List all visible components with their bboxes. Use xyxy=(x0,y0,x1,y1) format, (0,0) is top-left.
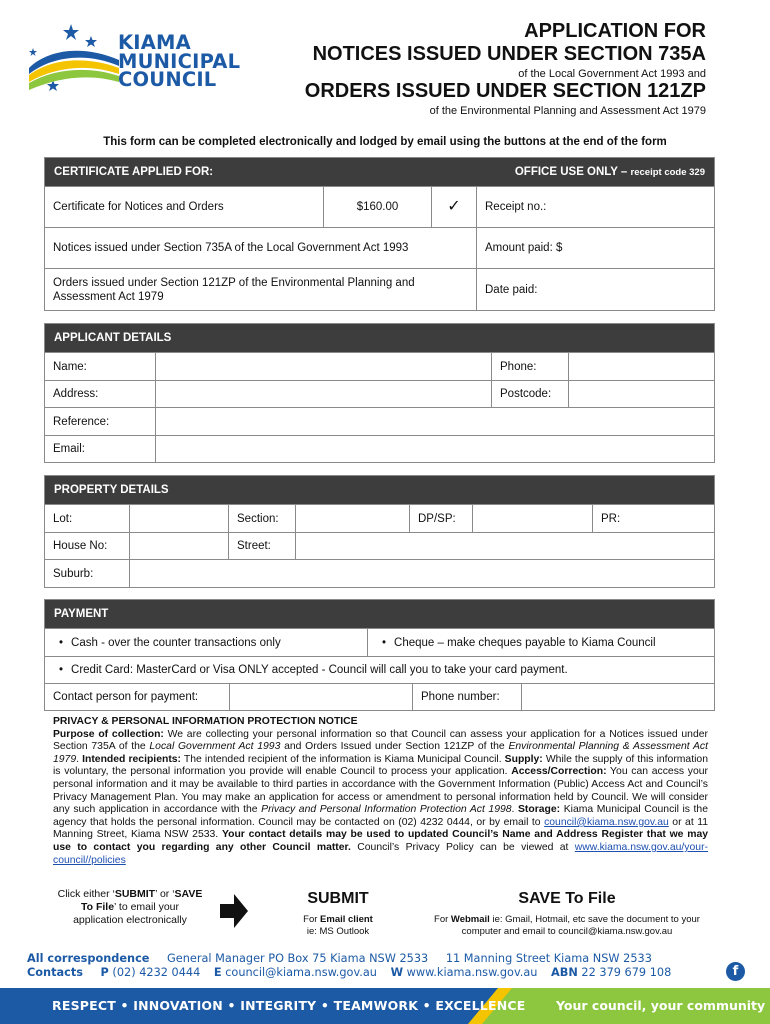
certificate-row xyxy=(45,227,714,268)
phone-number-label: Phone number: xyxy=(412,684,521,710)
submit-sub-text: Email client xyxy=(320,914,373,925)
facebook-icon[interactable]: f xyxy=(726,962,745,981)
suburb-label: Suburb: xyxy=(53,567,94,580)
cheque-option-label: Cheque – make cheques payable to Kiama Council xyxy=(394,636,656,649)
submit-sub-text: ie: MS Outlook xyxy=(306,926,370,937)
payment-row xyxy=(45,628,714,656)
certificate-header-label: CERTIFICATE APPLIED FOR: xyxy=(54,166,214,178)
house-no-label: House No: xyxy=(53,540,108,552)
contact-person-input[interactable] xyxy=(229,684,412,710)
privacy-body xyxy=(53,729,708,868)
title-application-for: APPLICATION FOR xyxy=(524,20,706,42)
privacy-text: Council’s Privacy Policy can be viewed at xyxy=(350,841,575,853)
footer-contacts xyxy=(27,966,671,979)
intro-text: This form can be completed electronically and lodged by email using the buttons at the end of the form xyxy=(103,136,667,148)
date-paid-field[interactable]: Date paid: xyxy=(476,269,714,310)
section-input[interactable] xyxy=(295,505,409,532)
council-email-link[interactable]: council@kiama.nsw.gov.au xyxy=(544,816,669,828)
save-sub xyxy=(428,914,706,938)
certificate-row xyxy=(45,186,714,227)
footer-correspondence xyxy=(27,952,652,965)
certificate-row xyxy=(45,268,714,310)
payment-header: PAYMENT xyxy=(45,600,714,628)
privacy-access-label: Access/Correction: xyxy=(511,766,607,778)
property-row xyxy=(45,532,714,559)
bullet-icon: • xyxy=(59,636,64,649)
logo-line-2: MUNICIPAL xyxy=(118,49,241,73)
certificate-table xyxy=(44,157,715,311)
cert-checkbox[interactable]: ✓ xyxy=(431,187,476,227)
submit-button[interactable] xyxy=(270,890,406,938)
applicant-table xyxy=(44,323,715,463)
subtitle-epa: of the Environmental Planning and Assessment Act 1979 xyxy=(429,105,706,117)
section-label: Section: xyxy=(228,505,295,532)
privacy-text: Environmental Planning & Assessment Act 1979 xyxy=(53,741,709,765)
phone-label: Phone: xyxy=(491,353,568,380)
click-text-submit: SUBMIT xyxy=(114,888,156,900)
click-text: Click either ‘ xyxy=(57,888,115,900)
reference-input[interactable] xyxy=(155,408,714,435)
logo-line-1: KIAMA xyxy=(118,31,191,54)
address-input[interactable] xyxy=(155,381,491,407)
pr-label: PR: xyxy=(592,505,645,532)
privacy-title: PRIVACY & PERSONAL INFORMATION PROTECTION NOTICE xyxy=(53,716,358,727)
save-label: SAVE To File xyxy=(518,890,616,907)
credit-card-option[interactable] xyxy=(45,657,714,683)
pr-input[interactable] xyxy=(645,505,714,532)
cert-121zp-label: Orders issued under Section 121ZP of the Environmental Planning and Assessment Act 1979 xyxy=(53,276,415,303)
subtitle-lga: of the Local Government Act 1993 and xyxy=(518,68,706,80)
privacy-storage-label: Storage: xyxy=(518,804,561,816)
credit-card-option-label: Credit Card: MasterCard or Visa ONLY accepted - Council will call you to take your card payment. xyxy=(71,664,568,676)
privacy-text: . xyxy=(76,753,83,765)
privacy-contact-notice: Your contact details may be used to updated Council’s Name and Address Register that we may use to contact you regarding any other Council matter. xyxy=(53,829,708,853)
postcode-label: Postcode: xyxy=(491,381,568,407)
contacts-label: Contacts xyxy=(27,966,83,979)
lot-label: Lot: xyxy=(53,512,73,525)
logo-star-icon xyxy=(85,36,97,47)
address-label: Address: xyxy=(53,388,99,400)
abn-label: ABN xyxy=(551,966,578,979)
phone-letter: P xyxy=(100,966,109,979)
privacy-notice xyxy=(53,716,708,867)
street-input[interactable] xyxy=(295,533,714,559)
payment-row xyxy=(45,683,714,710)
privacy-text: Local Government Act 1993 xyxy=(149,741,281,753)
property-row xyxy=(45,504,714,532)
applicant-row xyxy=(45,407,714,435)
payment-table xyxy=(44,599,715,711)
postcode-input[interactable] xyxy=(568,381,714,407)
house-no-input[interactable] xyxy=(129,533,228,559)
email-letter: E xyxy=(213,966,222,979)
office-use-header xyxy=(515,158,705,187)
web-letter: W xyxy=(390,966,404,979)
footer-phone: (02) 4232 0444 xyxy=(112,966,201,979)
dpsp-input[interactable] xyxy=(472,505,592,532)
privacy-text: . xyxy=(511,804,518,816)
cert-price: $160.00 xyxy=(323,187,431,227)
click-text-save: SAVE To File xyxy=(80,888,203,913)
footer-web[interactable]: www.kiama.nsw.gov.au xyxy=(406,966,538,979)
submit-sub xyxy=(270,914,406,938)
privacy-text: Kiama Municipal Council is the agency that holds the personal information. Council may be contacted on (02) 4232 0444, or by email to xyxy=(53,804,708,828)
footer-abn: 22 379 679 108 xyxy=(581,966,672,979)
applicant-row xyxy=(45,380,714,407)
save-sub-text: For xyxy=(434,914,451,925)
privacy-recipients-label: Intended recipients: xyxy=(82,753,182,765)
payment-row xyxy=(45,656,714,683)
title-orders: ORDERS ISSUED UNDER SECTION 121ZP xyxy=(304,80,706,102)
logo-wordmark xyxy=(118,31,241,91)
save-sub-text: ie: Gmail, Hotmail, etc save the document to your computer and email to council@kiama.nsw.gov.au xyxy=(461,914,700,937)
logo-star-icon xyxy=(29,48,37,56)
privacy-text: Privacy and Personal Information Protection Act 1998 xyxy=(261,804,512,816)
name-label: Name: xyxy=(53,360,87,373)
click-text: ’ or ‘ xyxy=(155,888,175,900)
save-to-file-button[interactable] xyxy=(428,890,706,938)
lot-input[interactable] xyxy=(129,505,228,532)
values-strip: RESPECT • INNOVATION • INTEGRITY • TEAMWORK • EXCELLENCE xyxy=(52,998,526,1013)
cheque-option[interactable] xyxy=(367,629,714,656)
reference-label: Reference: xyxy=(53,415,110,428)
cash-option-label: Cash - over the counter transactions only xyxy=(71,636,281,649)
cert-735a-label: Notices issued under Section 735A of the Local Government Act 1993 xyxy=(53,242,409,254)
street-address: 11 Manning Street Kiama NSW 2533 xyxy=(445,952,652,965)
name-input[interactable] xyxy=(155,353,491,380)
property-row xyxy=(45,559,714,587)
click-text: ’ to email your application electronically xyxy=(73,901,187,926)
privacy-purpose-label: Purpose of collection: xyxy=(53,728,164,740)
privacy-text: We are collecting your personal information so that Council can assess your application for a Notices issued under Section 735A of the xyxy=(53,728,708,753)
submit-sub-text: For xyxy=(303,914,321,925)
applicant-row xyxy=(45,352,714,380)
logo-line-3: COUNCIL xyxy=(118,68,217,91)
privacy-policy-link[interactable]: www.kiama.nsw.gov.au/your-council//policies xyxy=(53,841,708,866)
receipt-no-field[interactable]: Receipt no.: xyxy=(476,187,714,227)
amount-paid-field[interactable]: Amount paid: $ xyxy=(476,228,714,268)
applicant-header: APPLICANT DETAILS xyxy=(45,324,714,352)
all-correspondence-label: All correspondence xyxy=(27,952,150,965)
arrow-right-icon xyxy=(220,894,248,928)
submit-label: SUBMIT xyxy=(307,890,369,907)
cash-option[interactable] xyxy=(45,629,367,656)
certificate-header xyxy=(45,158,714,186)
email-label: Email: xyxy=(53,443,85,455)
privacy-supply-label: Supply: xyxy=(504,753,543,765)
property-table xyxy=(44,475,715,588)
click-instructions xyxy=(55,888,205,927)
footer-email[interactable]: council@kiama.nsw.gov.au xyxy=(225,966,377,979)
gm-address: General Manager PO Box 75 Kiama NSW 2533 xyxy=(167,952,429,965)
dpsp-label: DP/SP: xyxy=(409,505,472,532)
title-notices: NOTICES ISSUED UNDER SECTION 735A xyxy=(312,43,706,65)
phone-number-input[interactable] xyxy=(521,684,714,710)
privacy-text: The intended recipient of the information is Kiama Municipal Council. xyxy=(181,753,505,765)
bullet-icon: • xyxy=(59,664,64,676)
contact-person-label: Contact person for payment: xyxy=(53,691,199,703)
suburb-input[interactable] xyxy=(129,560,714,587)
applicant-row xyxy=(45,435,714,462)
office-use-label: OFFICE USE ONLY – xyxy=(514,166,631,178)
privacy-text: and Orders Issued under Section 121ZP of the xyxy=(280,741,509,753)
phone-input[interactable] xyxy=(568,353,714,380)
tagline: Your council, your community xyxy=(556,998,766,1013)
privacy-text: While the supply of this information is voluntary, the personal information you provide will enable Council to process your application. xyxy=(53,753,708,778)
street-label: Street: xyxy=(228,533,295,559)
privacy-text: or at 11 Manning Street, Kiama NSW 2533. xyxy=(53,816,708,841)
save-sub-text: Webmail xyxy=(450,914,490,925)
email-input[interactable] xyxy=(155,436,714,462)
privacy-text: You can access your personal information and it may be available to third parties in accordance with the Government Information (Public) Access Act and Council’s Privacy Management Plan. You may make an application for access or amendment to personal information held by Council. We will consider any such application in accordance with the xyxy=(53,766,709,816)
property-header: PROPERTY DETAILS xyxy=(45,476,714,504)
bullet-icon: • xyxy=(382,636,387,649)
logo-star-icon xyxy=(63,24,79,40)
receipt-code: receipt code 329 xyxy=(630,167,705,178)
cert-notices-orders-label: Certificate for Notices and Orders xyxy=(53,201,224,213)
